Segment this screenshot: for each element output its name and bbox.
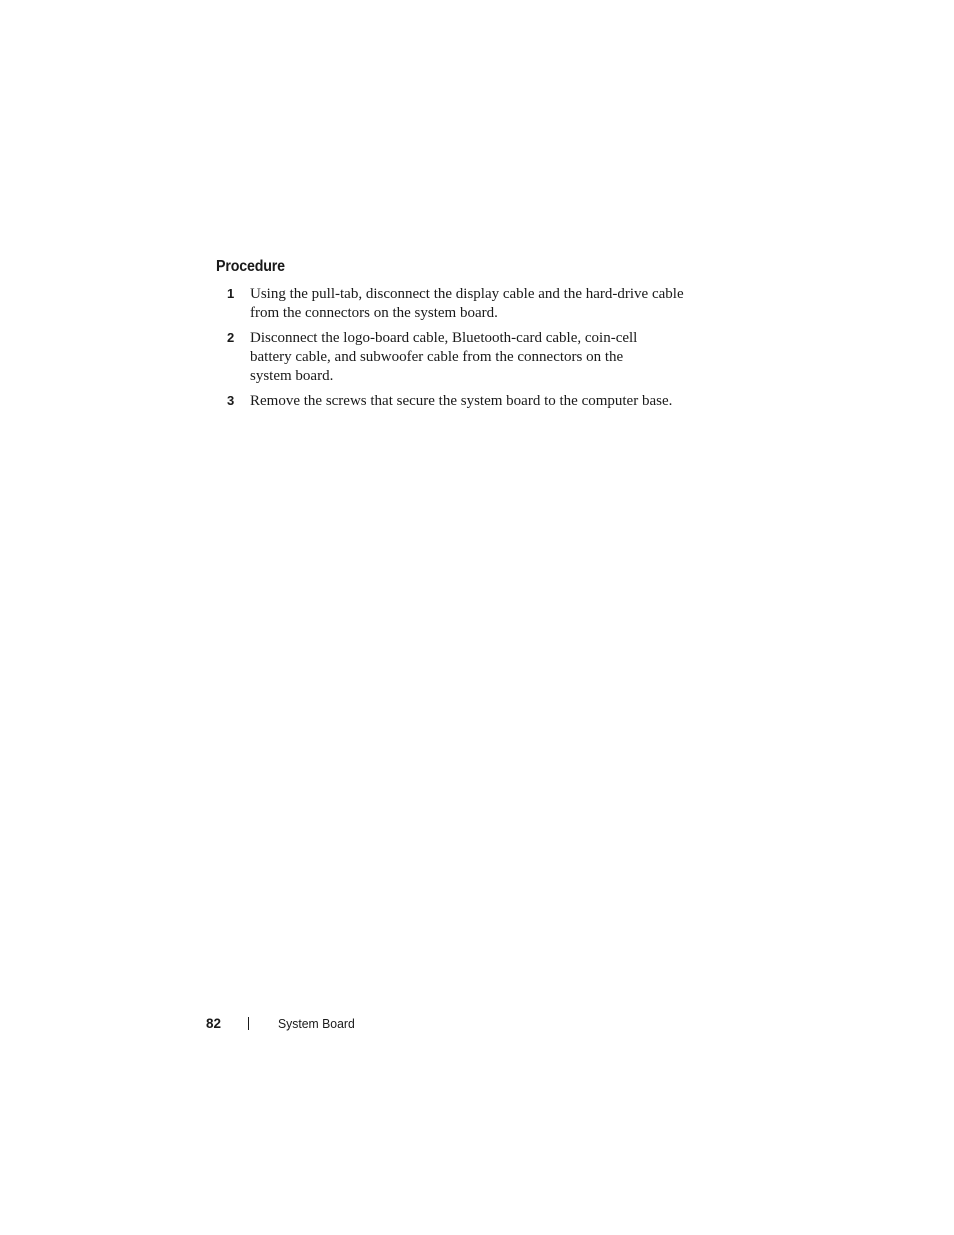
procedure-steps-list [216, 285, 716, 417]
step-number: 1 [227, 286, 235, 301]
procedure-step-2 [216, 329, 716, 386]
footer-divider [248, 1017, 249, 1030]
procedure-step-3 [216, 392, 716, 411]
section-heading: Procedure [216, 258, 285, 275]
footer-section-title: System Board [278, 1016, 355, 1031]
step-number: 3 [227, 393, 235, 408]
step-text: Remove the screws that secure the system board to the computer base. [250, 393, 673, 409]
step-text: Using the pull-tab, disconnect the display cable and the hard-drive cable from the connectors on the system board. [250, 286, 684, 321]
step-text: Disconnect the logo-board cable, Bluetooth-card cable, coin-cell battery cable, and subwoofer cable from the connectors on the system board. [250, 330, 638, 384]
procedure-step-1 [216, 285, 716, 323]
step-number: 2 [227, 330, 235, 345]
page-number: 82 [206, 1016, 222, 1031]
